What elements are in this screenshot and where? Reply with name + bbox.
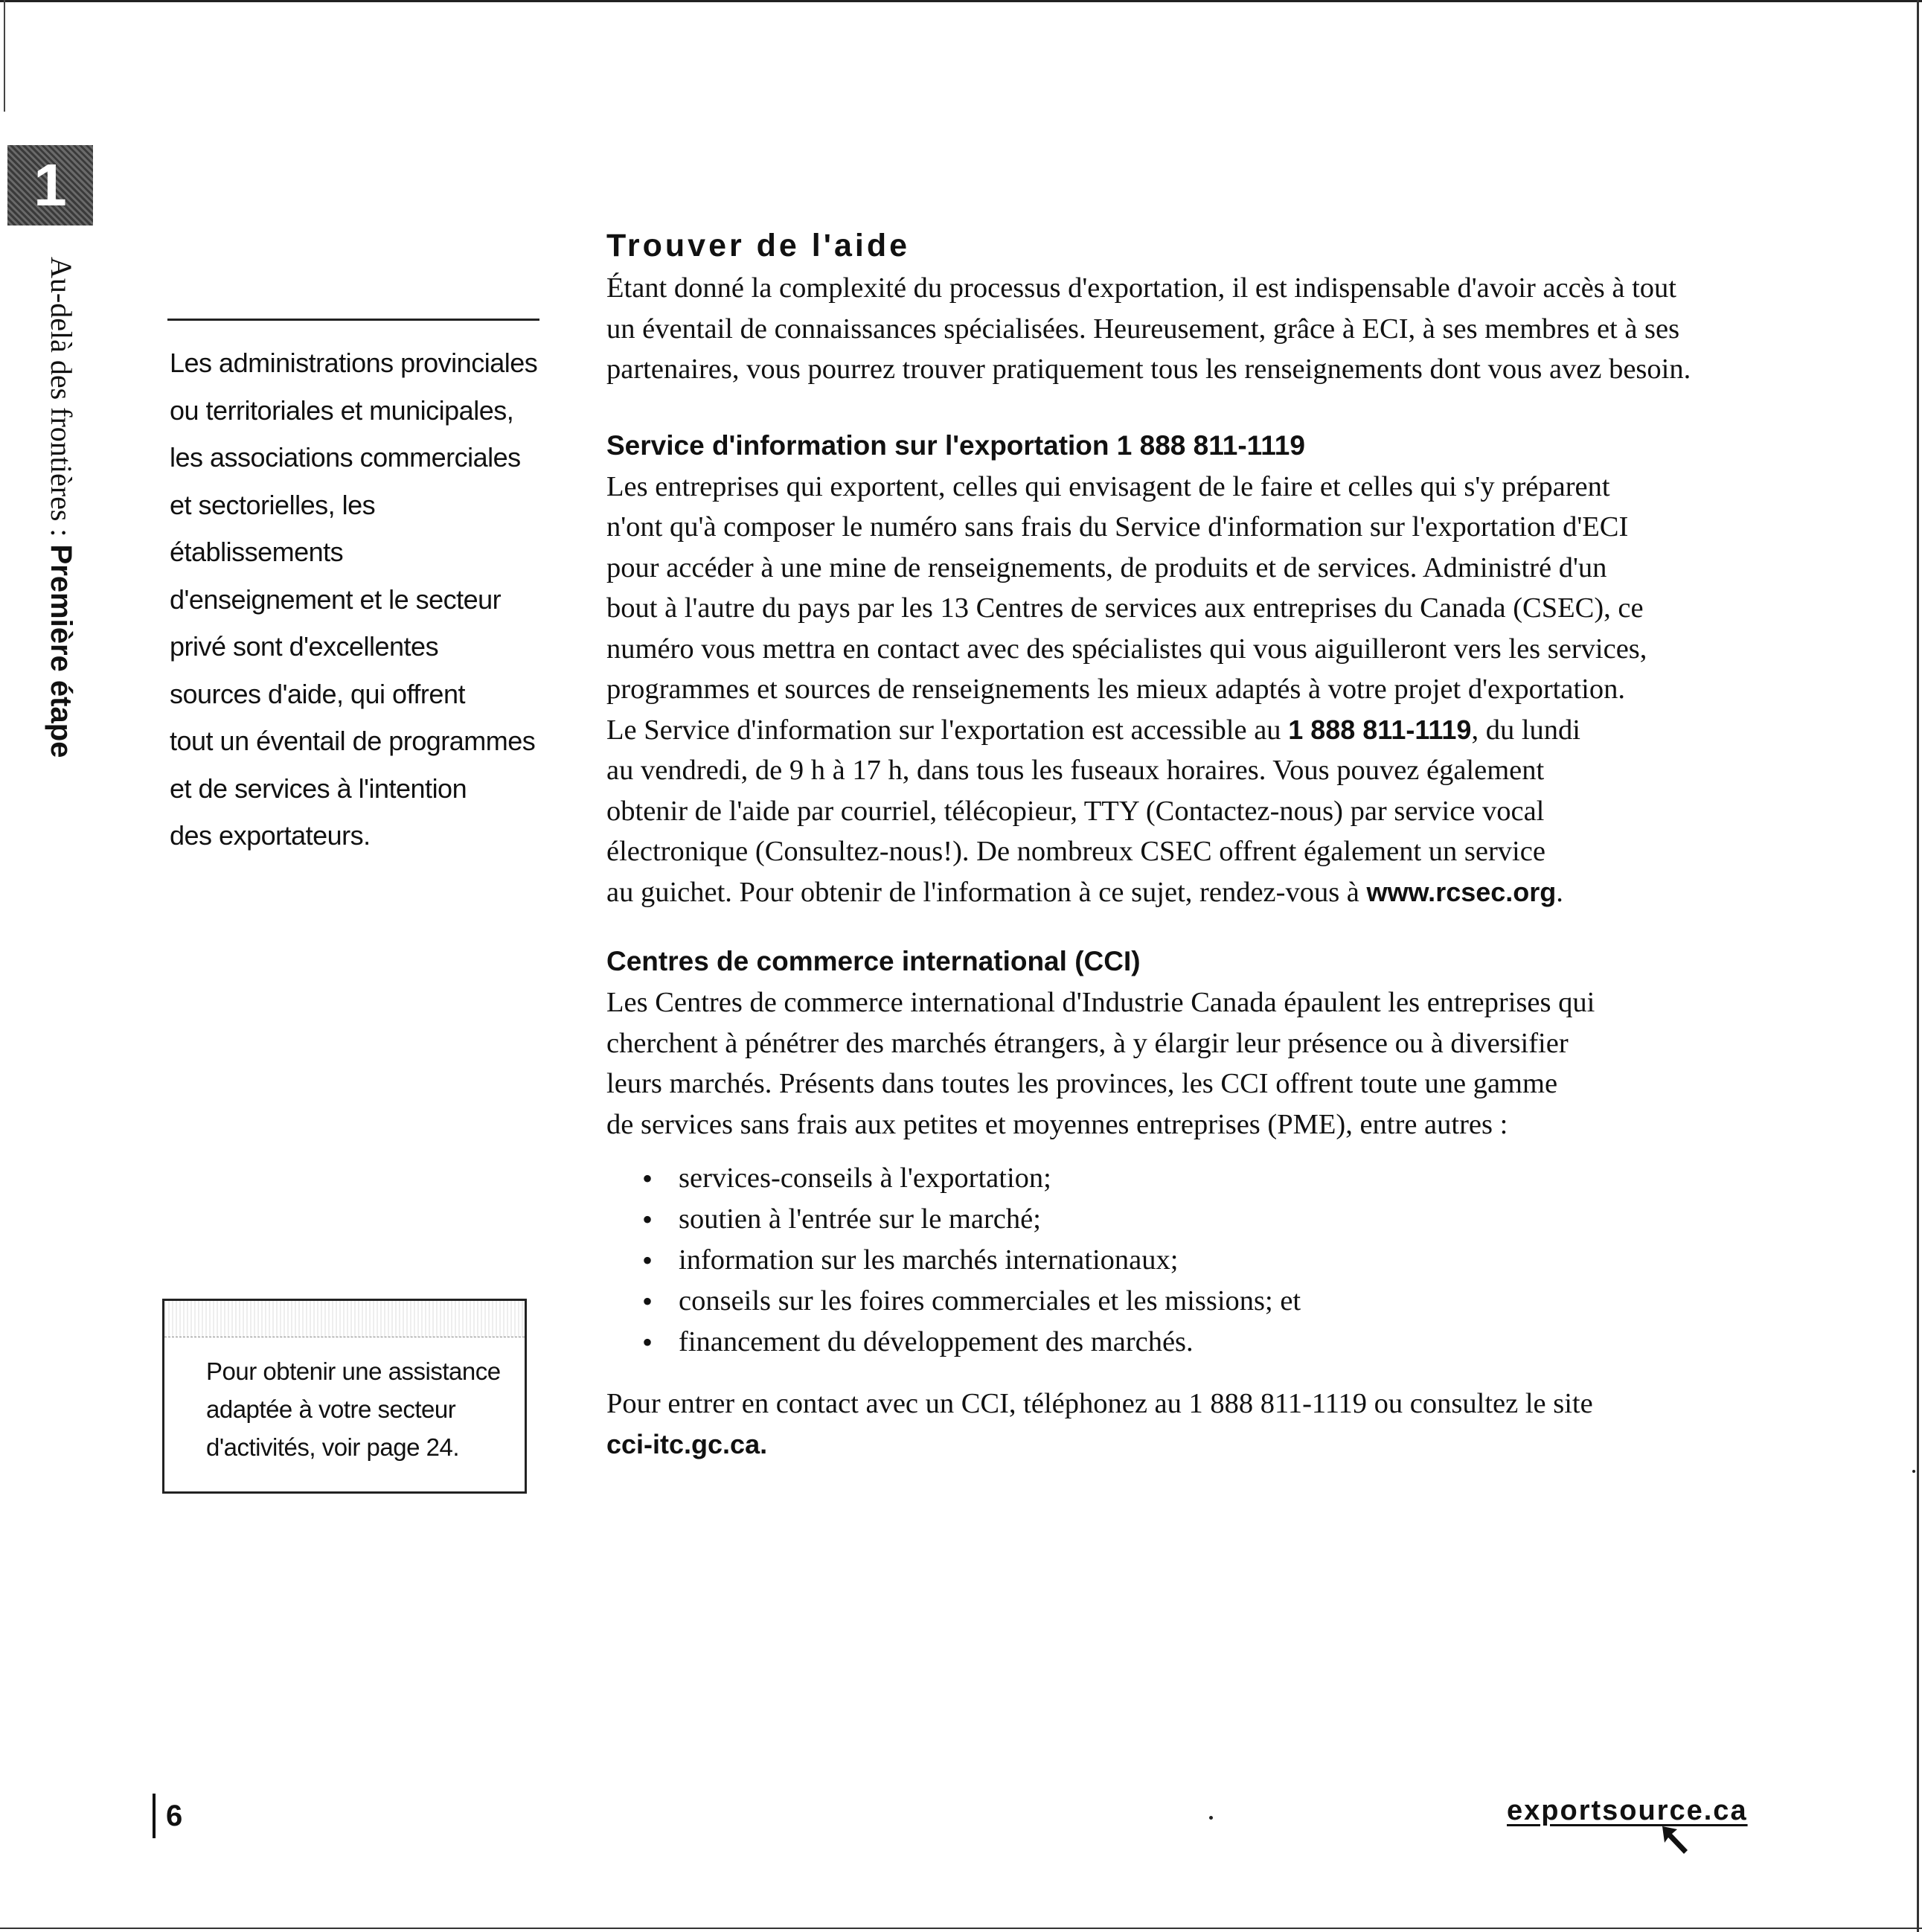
main-content [606, 223, 1775, 1465]
text-line: leurs marchés. Présents dans toutes les provinces, les CCI offrent toute une gamme [606, 1068, 1558, 1099]
text-line: . [760, 1428, 768, 1459]
sidebar-line: les associations commerciales [170, 442, 521, 473]
section-title: Trouver de l'aide [606, 228, 911, 263]
cci-services-list [606, 1158, 1775, 1363]
scan-speck [1912, 1470, 1915, 1473]
cci-contact-paragraph [606, 1384, 1775, 1465]
text-line: Pour entrer en contact avec un CCI, téléphonez au 1 888 811-1119 ou consultez le site [606, 1388, 1593, 1419]
text-line: Les entreprises qui exportent, celles qui envisagent de le faire et celles qui s'y préparent [606, 470, 1610, 502]
list-item: • soutien à l'entrée sur le marché; [606, 1199, 1775, 1240]
text-line: au vendredi, de 9 h à 17 h, dans tous les fuseaux horaires. Vous pouvez également [606, 755, 1545, 786]
page-border-left [4, 0, 5, 112]
text-line: Étant donné la complexité du processus d'exportation, il est indispensable d'avoir accès à tout [606, 272, 1676, 304]
text-line: de services sans frais aux petites et moyennes entreprises (PME), entre autres : [606, 1108, 1508, 1140]
text-line: programmes et sources de renseignements les mieux adaptés à votre projet d'exportation. [606, 674, 1625, 705]
list-item: • financement du développement des marchés. [606, 1322, 1775, 1363]
sidebar-line: et de services à l'intention [170, 773, 467, 804]
text-line: cherchent à pénétrer des marchés étrangers, à y élargir leur présence ou à diversifier [606, 1027, 1569, 1059]
service-heading: Service d'information sur l'exportation 1 888 811-1119 [606, 429, 1305, 461]
note-shaded-header [164, 1301, 525, 1337]
text-line: électronique (Consultez-nous!). De nombreux CSEC offrent également un service [606, 836, 1545, 867]
note-line: d'activités, voir page 24. [206, 1433, 459, 1461]
note-line: Pour obtenir une assistance [206, 1357, 501, 1385]
rcsec-link[interactable]: www.rcsec.org [1366, 876, 1557, 907]
chapter-tab-prefix: Au-delà des frontières : [45, 257, 78, 545]
service-paragraph [606, 467, 1775, 913]
text-line: numéro vous mettra en contact avec des spécialistes qui vous aiguilleront vers les services, [606, 633, 1647, 665]
text-line: bout à l'autre du pays par les 13 Centres de services aux entreprises du Canada (CSEC), ce [606, 592, 1644, 624]
note-text [164, 1337, 525, 1466]
page-border-bottom [0, 1928, 1922, 1929]
sidebar-text [170, 339, 549, 860]
text-line: un éventail de connaissances spécialisées. Heureusement, grâce à ECI, à ses membres et à ses [606, 313, 1680, 345]
sidebar-line: tout un éventail de programmes [170, 726, 536, 756]
text-line: Le Service d'information sur l'exportation est accessible au [606, 714, 1289, 746]
text-line: pour accéder à une mine de renseignements, de produits et de services. Administré d'un [606, 551, 1607, 583]
chapter-number: 1 [33, 152, 67, 218]
sidebar-line: d'enseignement et le secteur [170, 583, 502, 615]
text-line: au guichet. Pour obtenir de l'information à ce sujet, rendez-vous à [606, 876, 1367, 908]
page-number: 6 [153, 1794, 182, 1838]
chapter-tab-emphasis: Première étape [45, 544, 77, 758]
text-line: partenaires, vous pourrez trouver pratiquement tous les renseignements dont vous avez besoin. [606, 354, 1691, 385]
sidebar-rule [167, 319, 539, 321]
sidebar-line: sources d'aide, qui offrent [170, 678, 465, 709]
page-border-right [1917, 0, 1919, 1932]
arrow-cursor-icon [1661, 1825, 1691, 1856]
intro-paragraph [606, 268, 1775, 390]
cci-link[interactable]: cci-itc.gc.ca [606, 1428, 760, 1459]
exportsource-link[interactable]: exportsource.ca [1507, 1795, 1748, 1826]
phone-number[interactable]: 1 888 811-1119 [1288, 714, 1472, 745]
scan-speck [1209, 1816, 1213, 1820]
text-line: , du lundi [1471, 714, 1580, 746]
list-item: • conseils sur les foires commerciales et les missions; et [606, 1281, 1775, 1322]
text-line: n'ont qu'à composer le numéro sans frais du Service d'information sur l'exportation d'ECI [606, 511, 1629, 543]
cci-paragraph [606, 982, 1775, 1145]
list-item: • services-conseils à l'exportation; [606, 1158, 1775, 1199]
chapter-side-tab [39, 257, 83, 807]
cross-reference-note [162, 1299, 527, 1494]
note-line: adaptée à votre secteur [206, 1395, 456, 1423]
cci-heading: Centres de commerce international (CCI) [606, 946, 1141, 976]
text-line: Les Centres de commerce international d'Industrie Canada épaulent les entreprises qui [606, 987, 1595, 1018]
text-line: . [1556, 876, 1563, 908]
sidebar-line: et sectorielles, les établissements [170, 489, 376, 567]
sidebar-line: des exportateurs. [170, 820, 371, 851]
sidebar-line: privé sont d'excellentes [170, 631, 439, 662]
text-line: obtenir de l'aide par courriel, télécopieur, TTY (Contactez-nous) par service vocal [606, 795, 1545, 827]
sidebar-line: Les administrations provinciales [170, 348, 538, 378]
sidebar-line: ou territoriales et municipales, [170, 394, 514, 426]
chapter-number-badge [7, 145, 93, 225]
list-item: • information sur les marchés internationaux; [606, 1240, 1775, 1281]
page-border-top [0, 0, 1922, 2]
